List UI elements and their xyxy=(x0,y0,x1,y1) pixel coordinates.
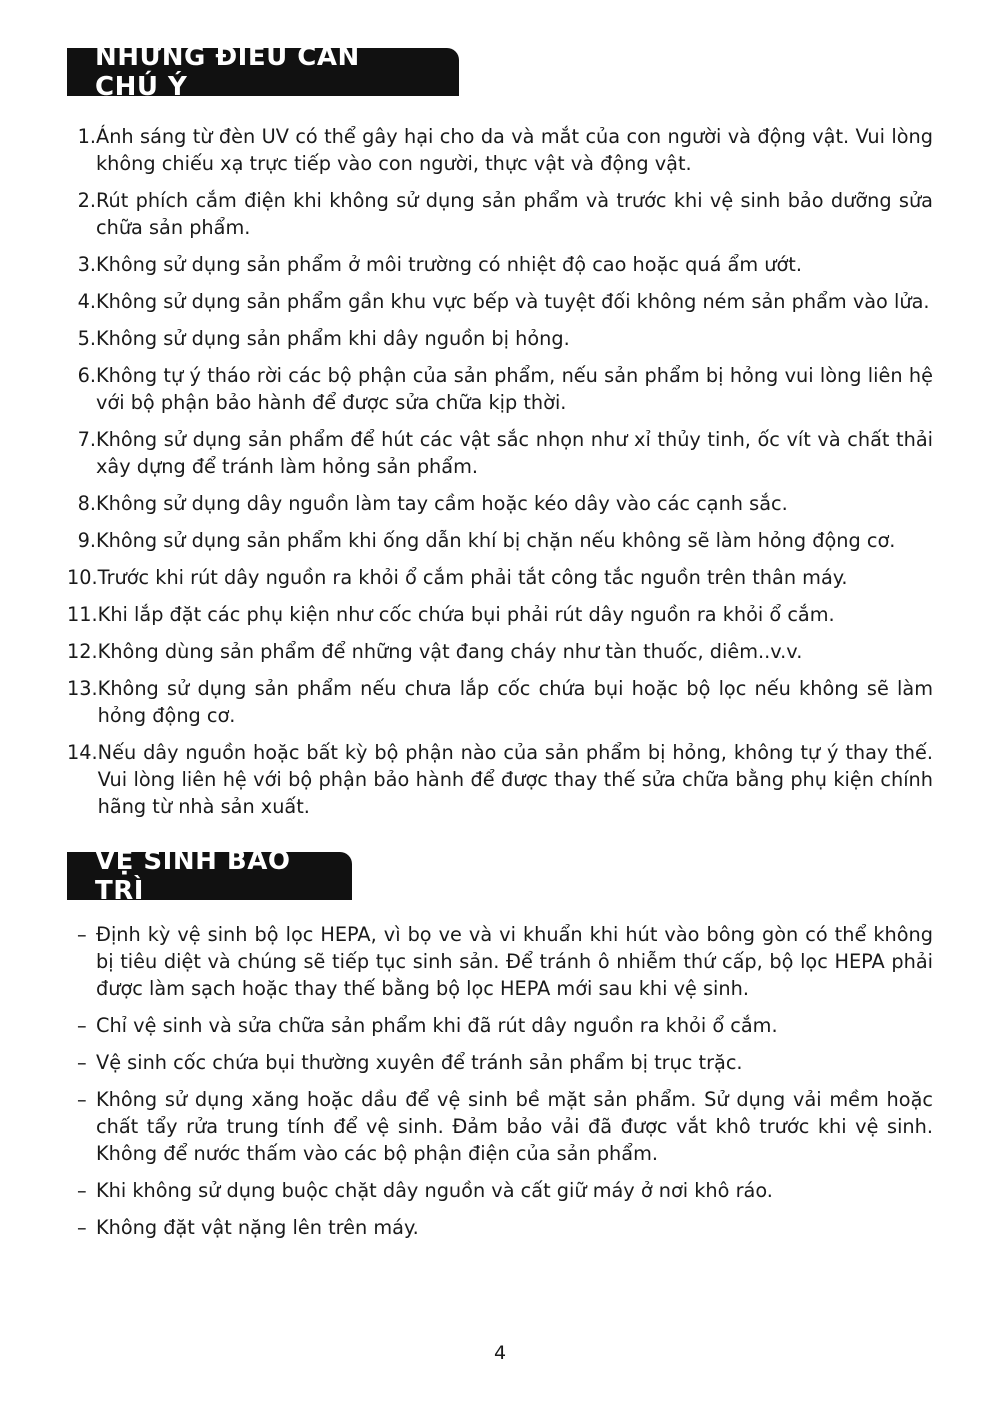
list-item xyxy=(67,490,933,517)
list-item xyxy=(67,921,933,1002)
list-item-marker: – xyxy=(77,923,87,946)
list-item-text: Không sử dụng sản phẩm nếu chưa lắp cốc chứa bụi hoặc bộ lọc nếu không sẽ làm hỏng động cơ. xyxy=(97,677,933,727)
list-item-marker: 7. xyxy=(77,428,96,451)
list-item-text: Định kỳ vệ sinh bộ lọc HEPA, vì bọ ve và vi khuẩn khi hút vào bông gòn có thể không bị tiêu diệt và chúng sẽ tiếp tục sinh sản. Để tránh ô nhiễm thứ cấp, bộ lọc HEPA phải được làm sạch hoặc thay thế bằng bộ lọc HEPA mới sau khi vệ sinh. xyxy=(96,923,933,1000)
maintenance-list xyxy=(67,921,933,1251)
list-item xyxy=(67,675,933,729)
list-item-text: Không sử dụng sản phẩm để hút các vật sắc nhọn như xỉ thủy tinh, ốc vít và chất thải xây dựng để tránh làm hỏng sản phẩm. xyxy=(96,428,933,478)
list-item xyxy=(67,362,933,416)
list-item-text: Khi lắp đặt các phụ kiện như cốc chứa bụi phải rút dây nguồn ra khỏi ổ cắm. xyxy=(97,603,835,626)
list-item xyxy=(67,288,933,315)
list-item xyxy=(67,1086,933,1167)
list-item xyxy=(67,426,933,480)
section-heading-maintenance: VỆ SINH BẢO TRÌ xyxy=(67,852,352,900)
list-item-marker: 2. xyxy=(77,189,96,212)
list-item xyxy=(67,601,933,628)
list-item xyxy=(67,251,933,278)
list-item-text: Khi không sử dụng buộc chặt dây nguồn và cất giữ máy ở nơi khô ráo. xyxy=(96,1179,773,1202)
list-item-marker: 4. xyxy=(77,290,96,313)
list-item-text: Vệ sinh cốc chứa bụi thường xuyên để tránh sản phẩm bị trục trặc. xyxy=(96,1051,743,1074)
list-item-marker: 8. xyxy=(77,492,96,515)
list-item-text: Không đặt vật nặng lên trên máy. xyxy=(96,1216,419,1239)
list-item xyxy=(67,638,933,665)
list-item-text: Không sử dụng sản phẩm ở môi trường có nhiệt độ cao hoặc quá ẩm ướt. xyxy=(96,253,802,276)
list-item-marker: 10. xyxy=(67,566,98,589)
list-item-marker: 5. xyxy=(77,327,96,350)
list-item-text: Không sử dụng xăng hoặc dầu để vệ sinh bề mặt sản phẩm. Sử dụng vải mềm hoặc chất tẩy rửa trung tính để vệ sinh. Đảm bảo vải đã được vắt khô trước khi vệ sinh. Không để nước thấm vào các bộ phận điện của sản phẩm. xyxy=(96,1088,933,1165)
list-item-marker: – xyxy=(77,1088,87,1111)
list-item xyxy=(67,1214,933,1241)
list-item xyxy=(67,187,933,241)
list-item xyxy=(67,325,933,352)
list-item-text: Chỉ vệ sinh và sửa chữa sản phẩm khi đã rút dây nguồn ra khỏi ổ cắm. xyxy=(96,1014,778,1037)
list-item-marker: 6. xyxy=(77,364,96,387)
list-item-text: Không tự ý tháo rời các bộ phận của sản phẩm, nếu sản phẩm bị hỏng vui lòng liên hệ với bộ phận bảo hành để được sửa chữa kịp thời. xyxy=(96,364,933,414)
list-item xyxy=(67,1012,933,1039)
list-item xyxy=(67,564,933,591)
section-heading-warnings: NHỮNG ĐIỀU CẦN CHÚ Ý xyxy=(67,48,459,96)
list-item-marker: 3. xyxy=(77,253,96,276)
list-item-text: Không sử dụng sản phẩm khi dây nguồn bị hỏng. xyxy=(96,327,570,350)
list-item-text: Không sử dụng dây nguồn làm tay cầm hoặc kéo dây vào các cạnh sắc. xyxy=(96,492,788,515)
list-item xyxy=(67,123,933,177)
list-item-marker: – xyxy=(77,1216,87,1239)
list-item-marker: 12. xyxy=(67,640,98,663)
list-item-marker: 9. xyxy=(77,529,96,552)
list-item-marker: – xyxy=(77,1179,87,1202)
page-number: 4 xyxy=(493,1342,507,1364)
list-item-text: Ánh sáng từ đèn UV có thể gây hại cho da và mắt của con người và động vật. Vui lòng không chiếu xạ trực tiếp vào con người, thực vật và động vật. xyxy=(96,125,933,175)
warnings-list xyxy=(67,123,933,830)
list-item-text: Rút phích cắm điện khi không sử dụng sản phẩm và trước khi vệ sinh bảo dưỡng sửa chữa sản phẩm. xyxy=(96,189,933,239)
list-item-marker: – xyxy=(77,1051,87,1074)
list-item-text: Không dùng sản phẩm để những vật đang cháy như tàn thuốc, diêm..v.v. xyxy=(97,640,803,663)
list-item-text: Trước khi rút dây nguồn ra khỏi ổ cắm phải tắt công tắc nguồn trên thân máy. xyxy=(97,566,848,589)
list-item-marker: – xyxy=(77,1014,87,1037)
list-item-marker: 11. xyxy=(67,603,98,626)
list-item xyxy=(67,739,933,820)
list-item-marker: 14. xyxy=(67,741,98,764)
list-item-text: Nếu dây nguồn hoặc bất kỳ bộ phận nào của sản phẩm bị hỏng, không tự ý thay thế. Vui lòng liên hệ với bộ phận bảo hành để được thay thế sửa chữa bằng phụ kiện chính hãng từ nhà sản xuất. xyxy=(97,741,933,818)
list-item xyxy=(67,1049,933,1076)
list-item-text: Không sử dụng sản phẩm khi ống dẫn khí bị chặn nếu không sẽ làm hỏng động cơ. xyxy=(96,529,896,552)
list-item-text: Không sử dụng sản phẩm gần khu vực bếp và tuyệt đối không ném sản phẩm vào lửa. xyxy=(96,290,930,313)
list-item xyxy=(67,1177,933,1204)
list-item-marker: 13. xyxy=(67,677,98,700)
list-item-marker: 1. xyxy=(77,125,96,148)
list-item xyxy=(67,527,933,554)
